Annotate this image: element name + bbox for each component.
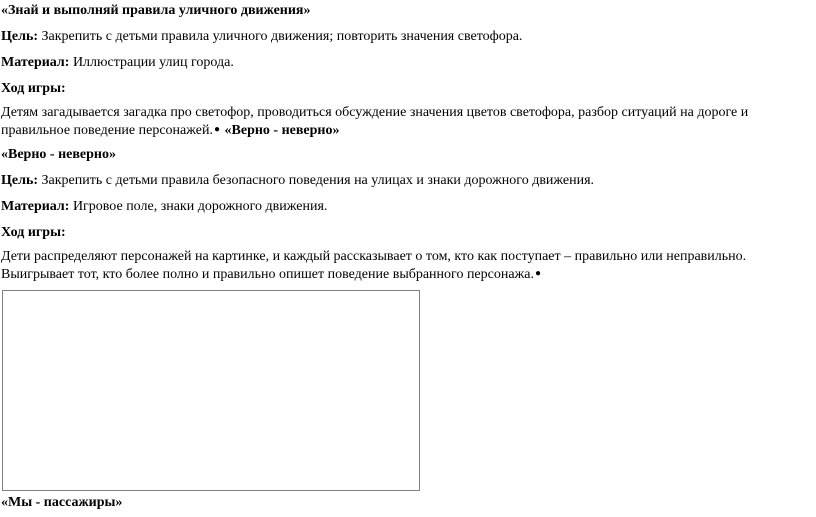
game1-material-text: Иллюстрации улиц города.	[69, 55, 234, 70]
game1-progress-text: Детям загадывается загадка про светофор, проводиться обсуждение значения цветов светофора, разбор ситуаций на дороге и правильное поведение персонажей.	[1, 105, 749, 138]
game2-material	[1, 198, 327, 215]
game2-progress-paragraph	[1, 248, 801, 283]
game3-title	[1, 494, 122, 511]
game2-title	[1, 146, 116, 163]
game2-material-label: Материал:	[1, 199, 70, 214]
game1-goal-text: Закрепить с детьми правила уличного движения; повторить значения светофора.	[38, 29, 523, 44]
game3-title-text: «Мы - пассажиры»	[1, 495, 123, 510]
game1-progress-heading	[1, 80, 66, 97]
game2-goal-text: Закрепить с детьми правила безопасного поведения на улицах и знаки дорожного движения.	[38, 173, 595, 188]
game1-goal-label: Цель:	[1, 29, 39, 44]
game1-material	[1, 54, 234, 71]
bullet-icon: ●	[213, 124, 221, 135]
game2-title-text: «Верно - неверно»	[1, 147, 116, 162]
game1-inline-next-title: «Верно - неверно»	[224, 123, 340, 138]
illustration-placeholder-image	[2, 290, 420, 491]
game1-title	[1, 2, 311, 19]
game1-progress-label: Ход игры:	[1, 81, 66, 96]
game1-material-label: Материал:	[1, 55, 70, 70]
game2-progress-heading	[1, 224, 66, 241]
game1-title-text: «Знай и выполняй правила уличного движения»	[1, 3, 311, 18]
game2-goal-label: Цель:	[1, 173, 39, 188]
game2-progress-text: Дети распределяют персонажей на картинке, и каждый рассказывает о том, кто как поступает – правильно или неправильно. Выигрывает тот, кто более полно и правильно опишет поведение выбранного персонажа.	[1, 249, 747, 282]
bullet-icon: ●	[534, 268, 541, 279]
game2-goal	[1, 172, 594, 189]
game1-progress-paragraph	[1, 104, 801, 139]
game2-material-text: Игровое поле, знаки дорожного движения.	[69, 199, 328, 214]
game2-progress-label: Ход игры:	[1, 225, 66, 240]
game1-goal	[1, 28, 522, 45]
